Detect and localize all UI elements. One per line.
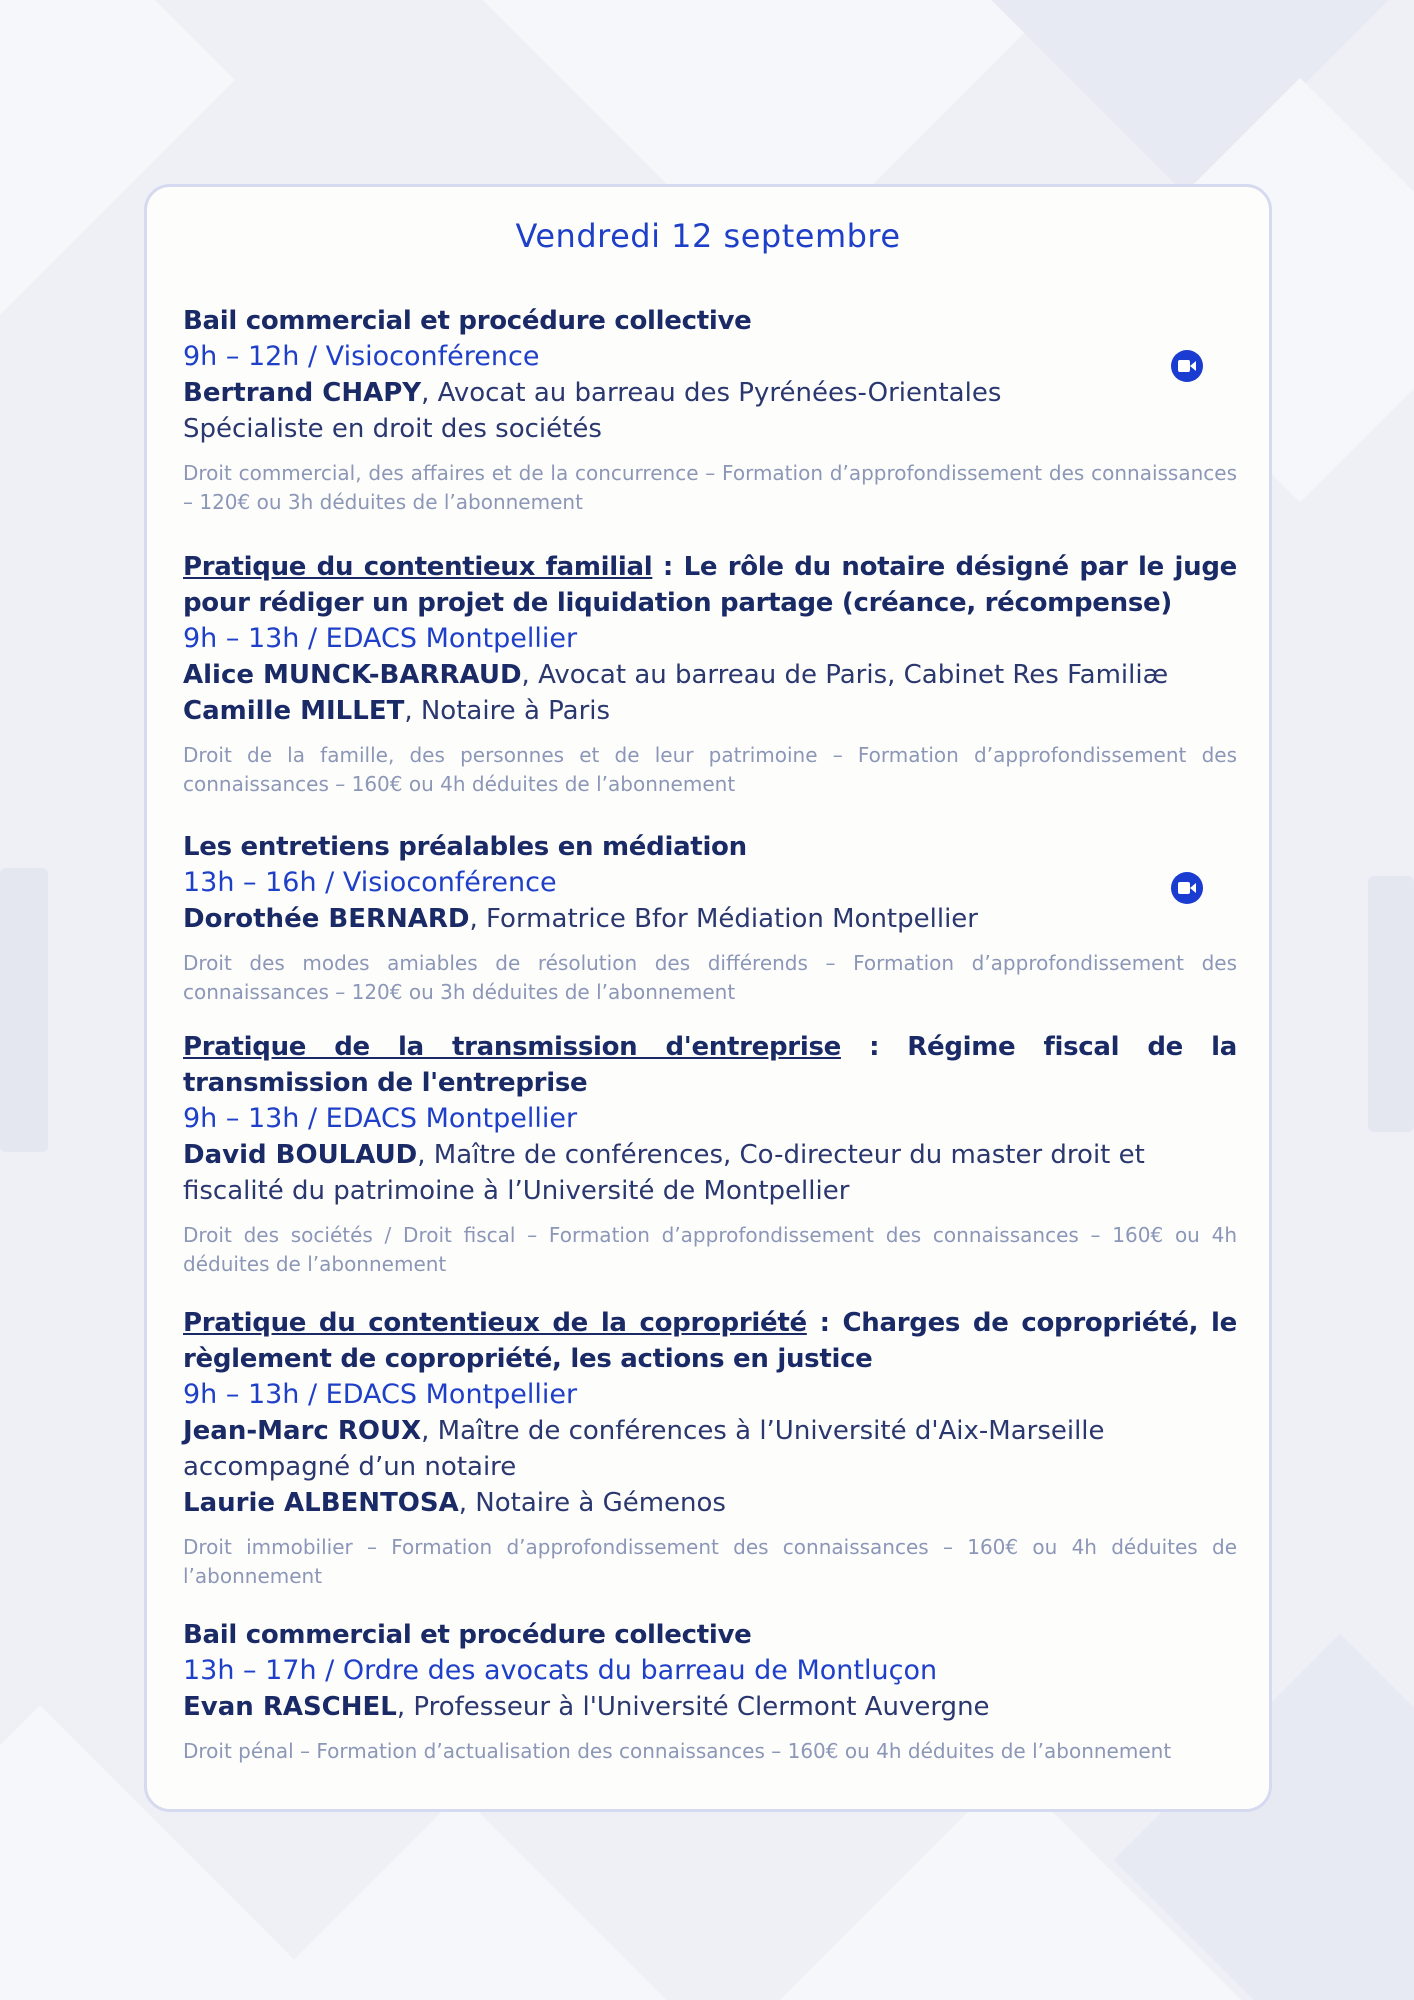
session-title: Les entretiens préalables en médiation xyxy=(183,832,747,862)
day-title: Vendredi 12 septembre xyxy=(515,217,901,255)
session-time: 9h – 12h / Visioconférence xyxy=(183,341,540,372)
session-speaker xyxy=(183,1137,1237,1209)
video-camera-icon xyxy=(1171,872,1203,904)
speaker-speciality: Spécialiste en droit des sociétés xyxy=(183,414,602,444)
session-speaker xyxy=(183,1689,1237,1725)
session-title-underlined: Pratique du contentieux de la copropriété xyxy=(183,1308,807,1338)
speaker-role: , Maître de conférences, Co-directeur du master droit et fiscalité du patrimoine à l’Université de Montpellier xyxy=(183,1140,1145,1206)
session-speaker xyxy=(183,657,1237,693)
session-3 xyxy=(183,829,1237,1007)
speaker-role: , Formatrice Bfor Médiation Montpellier xyxy=(469,904,978,934)
session-title-underlined: Pratique de la transmission d'entreprise xyxy=(183,1032,841,1062)
session-time: 13h – 16h / Visioconférence xyxy=(183,867,557,898)
session-4 xyxy=(183,1029,1237,1279)
session-title xyxy=(183,1029,1237,1101)
session-meta: Droit pénal – Formation d’actualisation des connaissances – 160€ ou 4h déduites de l’abonnement xyxy=(183,1739,1172,1763)
session-meta: Droit de la famille, des personnes et de leur patrimoine – Formation d’approfondissement des connaissances – 160€ ou 4h déduites de l’abonnement xyxy=(183,743,1237,796)
session-title xyxy=(183,549,1237,621)
session-meta: Droit immobilier – Formation d’approfondissement des connaissances – 160€ ou 4h déduites de l’abonnement xyxy=(183,1535,1237,1588)
video-camera-icon xyxy=(1171,350,1203,382)
session-title-rest: : Charges de copropriété, le règlement de copropriété, les actions en justice xyxy=(183,1308,1238,1374)
speaker-name: Laurie ALBENTOSA xyxy=(183,1488,459,1518)
speaker-name: Alice MUNCK-BARRAUD xyxy=(183,660,522,690)
speaker-role: , Avocat au barreau des Pyrénées-Orientales xyxy=(421,378,1002,408)
session-title-rest: : Le rôle du notaire désigné par le juge pour rédiger un projet de liquidation partage (créance, récompense) xyxy=(183,552,1237,618)
schedule-card xyxy=(144,184,1272,1812)
session-title xyxy=(183,1305,1237,1377)
session-2 xyxy=(183,549,1237,799)
session-speaker xyxy=(183,1485,1237,1521)
session-speaker xyxy=(183,1413,1237,1449)
session-time: 13h – 17h / Ordre des avocats du barreau de Montluçon xyxy=(183,1655,938,1686)
session-title: Bail commercial et procédure collective xyxy=(183,306,752,336)
speaker-extra: accompagné d’un notaire xyxy=(183,1452,517,1482)
session-5 xyxy=(183,1305,1237,1591)
session-1 xyxy=(183,303,1237,517)
speaker-name: Evan RASCHEL xyxy=(183,1692,397,1722)
speaker-name: Camille MILLET xyxy=(183,696,405,726)
speaker-role: , Notaire à Gémenos xyxy=(458,1488,726,1518)
speaker-role: , Avocat au barreau de Paris, Cabinet Res Familiæ xyxy=(521,660,1169,690)
speaker-name: David BOULAUD xyxy=(183,1140,418,1170)
session-6 xyxy=(183,1617,1237,1766)
speaker-role: , Notaire à Paris xyxy=(404,696,611,726)
speaker-name: Jean-Marc ROUX xyxy=(183,1416,422,1446)
session-meta: Droit commercial, des affaires et de la concurrence – Formation d’approfondissement des connaissances – 120€ ou 3h déduites de l’abonnement xyxy=(183,461,1237,514)
session-meta: Droit des sociétés / Droit fiscal – Formation d’approfondissement des connaissances – 160€ ou 4h déduites de l’abonnement xyxy=(183,1223,1237,1276)
speaker-role: , Maître de conférences à l’Université d'Aix-Marseille xyxy=(421,1416,1105,1446)
session-time: 9h – 13h / EDACS Montpellier xyxy=(183,1379,578,1410)
session-title: Bail commercial et procédure collective xyxy=(183,1620,752,1650)
session-meta: Droit des modes amiables de résolution des différends – Formation d’approfondissement des connaissances – 120€ ou 3h déduites de l’abonnement xyxy=(183,951,1237,1004)
session-time: 9h – 13h / EDACS Montpellier xyxy=(183,1103,578,1134)
session-title-underlined: Pratique du contentieux familial xyxy=(183,552,653,582)
speaker-name: Dorothée BERNARD xyxy=(183,904,470,934)
speaker-name: Bertrand CHAPY xyxy=(183,378,422,408)
session-speaker xyxy=(183,693,1237,729)
session-time: 9h – 13h / EDACS Montpellier xyxy=(183,623,578,654)
session-speaker xyxy=(183,901,1237,937)
speaker-role: , Professeur à l'Université Clermont Auvergne xyxy=(396,1692,990,1722)
session-title-rest: : Régime fiscal de la transmission de l'entreprise xyxy=(183,1032,1237,1098)
session-speaker xyxy=(183,375,1237,411)
